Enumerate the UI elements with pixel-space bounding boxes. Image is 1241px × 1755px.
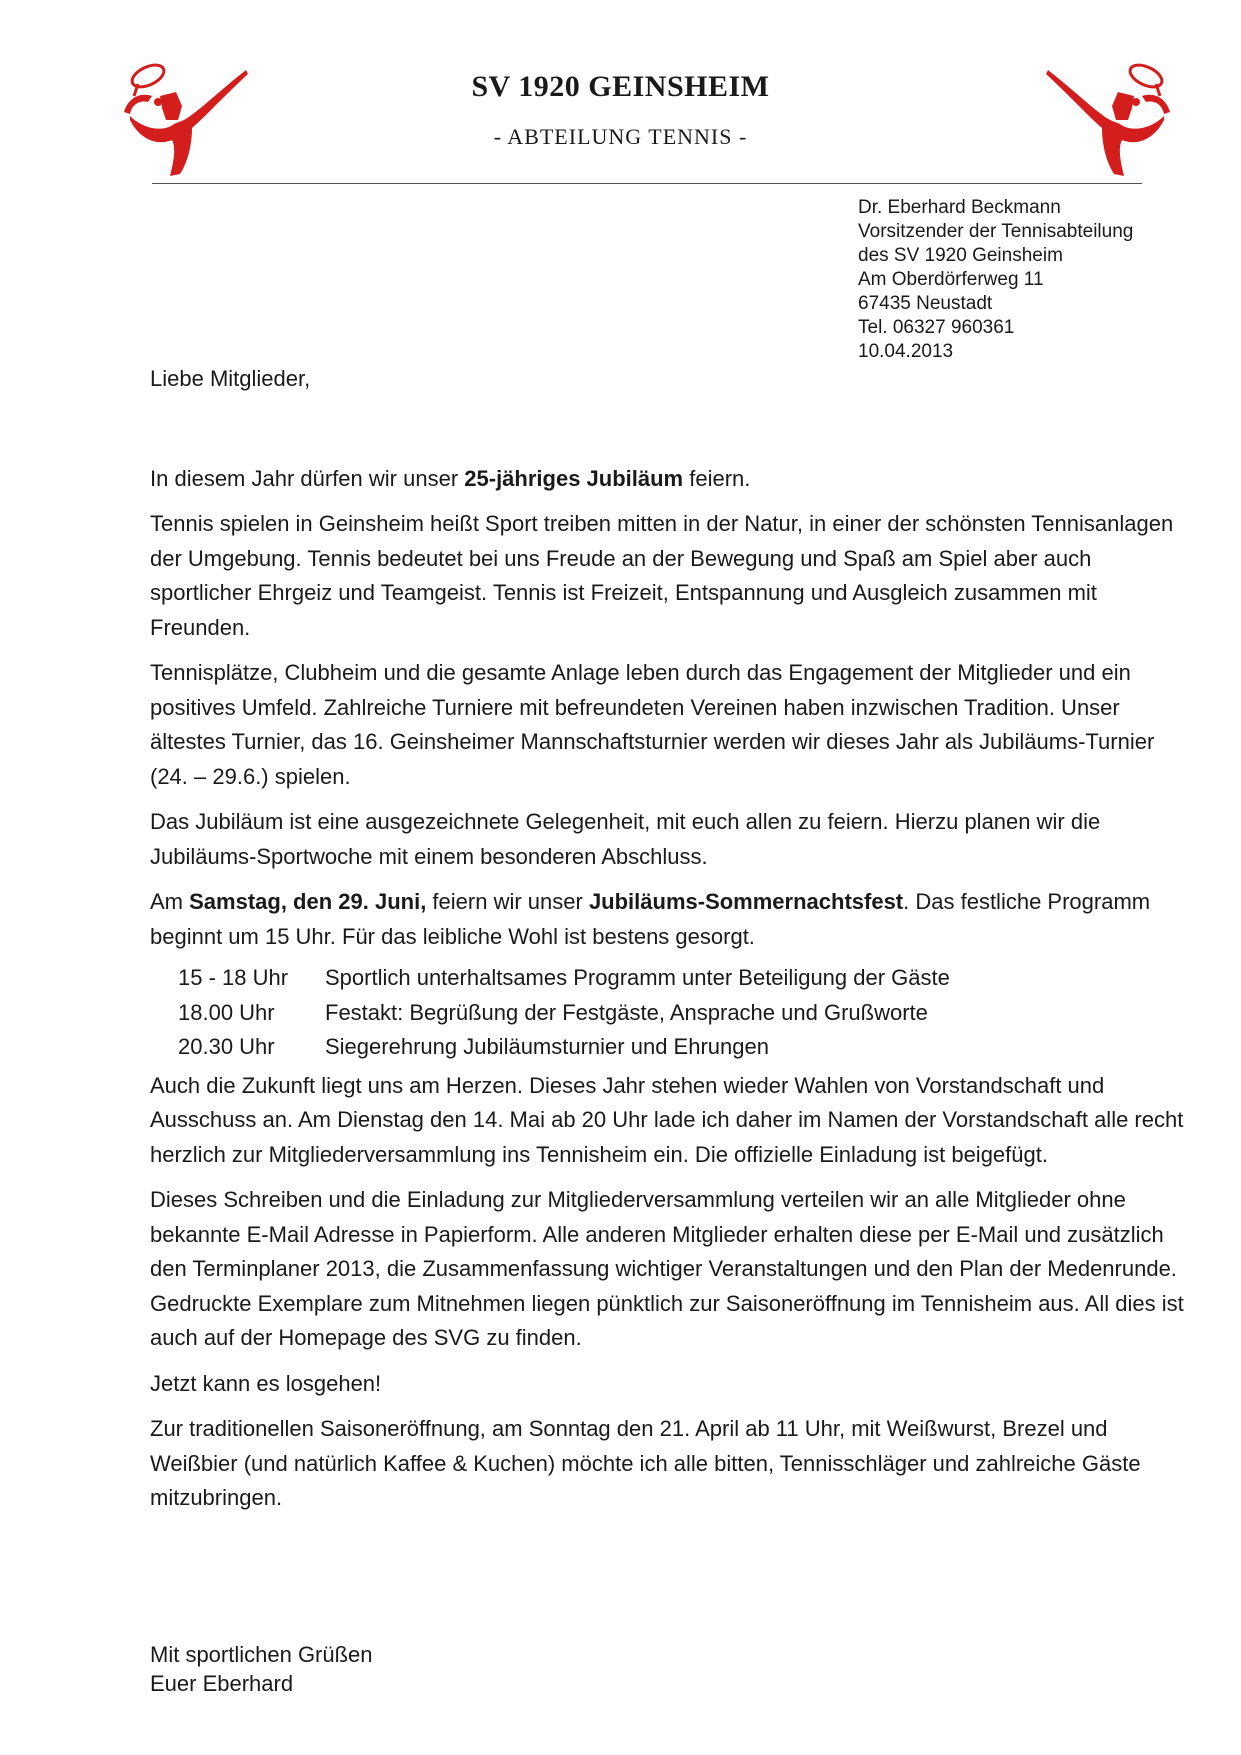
schedule-row xyxy=(178,996,1190,1031)
paragraph-distribution: Dieses Schreiben und die Einladung zur Mitgliederversammlung verteilen wir an alle Mitglieder ohne bekannte E-Mail Adresse in Papierform. Alle anderen Mitglieder erhalten diese per E-Mail und zusätzlich den Terminplaner 2013, die Zusammenfassung wichtiger Veranstaltungen und den Plan der Medenrunde. Gedruckte Exemplare zum Mitnehmen liegen pünktlich zur Saisoneröffnung im Tennisheim aus. All dies ist auch auf der Homepage des SVG zu finden. xyxy=(150,1187,1184,1350)
text-run: In diesem Jahr dürfen wir unser xyxy=(150,465,465,491)
club-subtitle: - ABTEILUNG TENNIS - xyxy=(493,124,748,149)
paragraph-general-meeting: Auch die Zukunft liegt uns am Herzen. Dieses Jahr stehen wieder Wahlen von Vorstandschaft und Ausschuss an. Am Dienstag den 14. Mai ab 20 Uhr lade ich daher im Namen der Vorstandschaft alle recht herzlich zur Mitgliederversammlung ins Tennisheim ein. Die offizielle Einladung ist beigefügt. xyxy=(150,1072,1184,1167)
paragraph-anniversary xyxy=(150,462,1190,497)
schedule-time: 15 - 18 Uhr xyxy=(178,965,289,990)
paragraph-season-opening: Zur traditionellen Saisoneröffnung, am Sonntag den 21. April ab 11 Uhr, mit Weißwurst, Brezel und Weißbier (und natürlich Kaffee & Kuchen) möchte ich alle bitten, Tennisschläger und zahlreiche Gäste mitzubringen. xyxy=(150,1416,1141,1510)
letter-closing xyxy=(150,1640,373,1698)
festival-schedule xyxy=(178,961,1190,1065)
paragraph-tennis: Tennis spielen in Geinsheim heißt Sport treiben mitten in der Natur, in einer der schönsten Tennisanlagen der Umgebung. Tennis bedeutet bei uns Freude an der Bewegung und Spaß am Spiel aber auch sportlicher Ehrgeiz und Teamgeist. Tennis ist Freizeit, Entspannung und Ausgleich zusammen mit Freunden. xyxy=(150,511,1174,640)
schedule-text: Siegerehrung Jubiläumsturnier und Ehrungen xyxy=(325,1034,769,1059)
sender-address-block xyxy=(858,196,1133,364)
sender-phone: Tel. 06327 960361 xyxy=(858,317,1015,338)
paragraph-lets-go: Jetzt kann es losgehen! xyxy=(150,1370,382,1396)
sender-club: des SV 1920 Geinsheim xyxy=(858,245,1063,266)
paragraph-facilities: Tennisplätze, Clubheim und die gesamte Anlage leben durch das Engagement der Mitglieder und ein positives Umfeld. Zahlreiche Turniere mit befreundeten Vereinen haben inzwischen Tradition. Unser ältestes Turnier, das 16. Geinsheimer Mannschaftsturnier werden wir dieses Jahr als Jubiläums-Turnier (24. – 29.6.) spielen. xyxy=(150,660,1155,789)
sender-street: Am Oberdörferweg 11 xyxy=(858,269,1044,290)
schedule-time: 18.00 Uhr xyxy=(178,999,275,1025)
schedule-text: Sportlich unterhaltsames Programm unter Beteiligung der Gäste xyxy=(325,965,950,990)
paragraph-celebration: Das Jubiläum ist eine ausgezeichnete Gelegenheit, mit euch allen zu feiern. Hierzu planen wir die Jubiläums-Sportwoche mit einem besonderen Abschluss. xyxy=(150,809,1101,869)
text-run: . Das festliche Programm beginnt um 15 Uhr. Für das leibliche Wohl ist bestens gesorgt. xyxy=(150,889,1151,949)
schedule-text: Festakt: Begrüßung der Festgäste, Ansprache und Grußworte xyxy=(325,999,928,1025)
club-title: SV 1920 GEINSHEIM xyxy=(471,70,770,103)
closing-signature: Euer Eberhard xyxy=(150,1671,294,1696)
text-run: feiern wir unser xyxy=(426,889,589,914)
schedule-time: 20.30 Uhr xyxy=(178,1034,275,1059)
letter-greeting: Liebe Mitglieder, xyxy=(150,366,311,391)
schedule-row xyxy=(178,961,1190,996)
sender-role: Vorsitzender der Tennisabteilung xyxy=(858,221,1134,242)
text-run: feiern. xyxy=(683,465,751,491)
text-run: Am xyxy=(150,889,190,914)
schedule-row xyxy=(178,1030,1190,1065)
closing-salutation: Mit sportlichen Grüßen xyxy=(150,1642,373,1667)
letter-body xyxy=(150,362,1190,1527)
sender-name: Dr. Eberhard Beckmann xyxy=(858,197,1061,218)
header-divider xyxy=(152,183,1142,184)
bold-text: Samstag, den 29. Juni, xyxy=(189,889,427,914)
paragraph-summer-festival xyxy=(150,885,1190,954)
bold-text: Jubiläums-Sommernachtsfest xyxy=(588,889,904,914)
sender-city: 67435 Neustadt xyxy=(858,293,993,314)
bold-text: 25-jähriges Jubiläum xyxy=(464,465,684,491)
letter-date: 10.04.2013 xyxy=(858,341,954,362)
